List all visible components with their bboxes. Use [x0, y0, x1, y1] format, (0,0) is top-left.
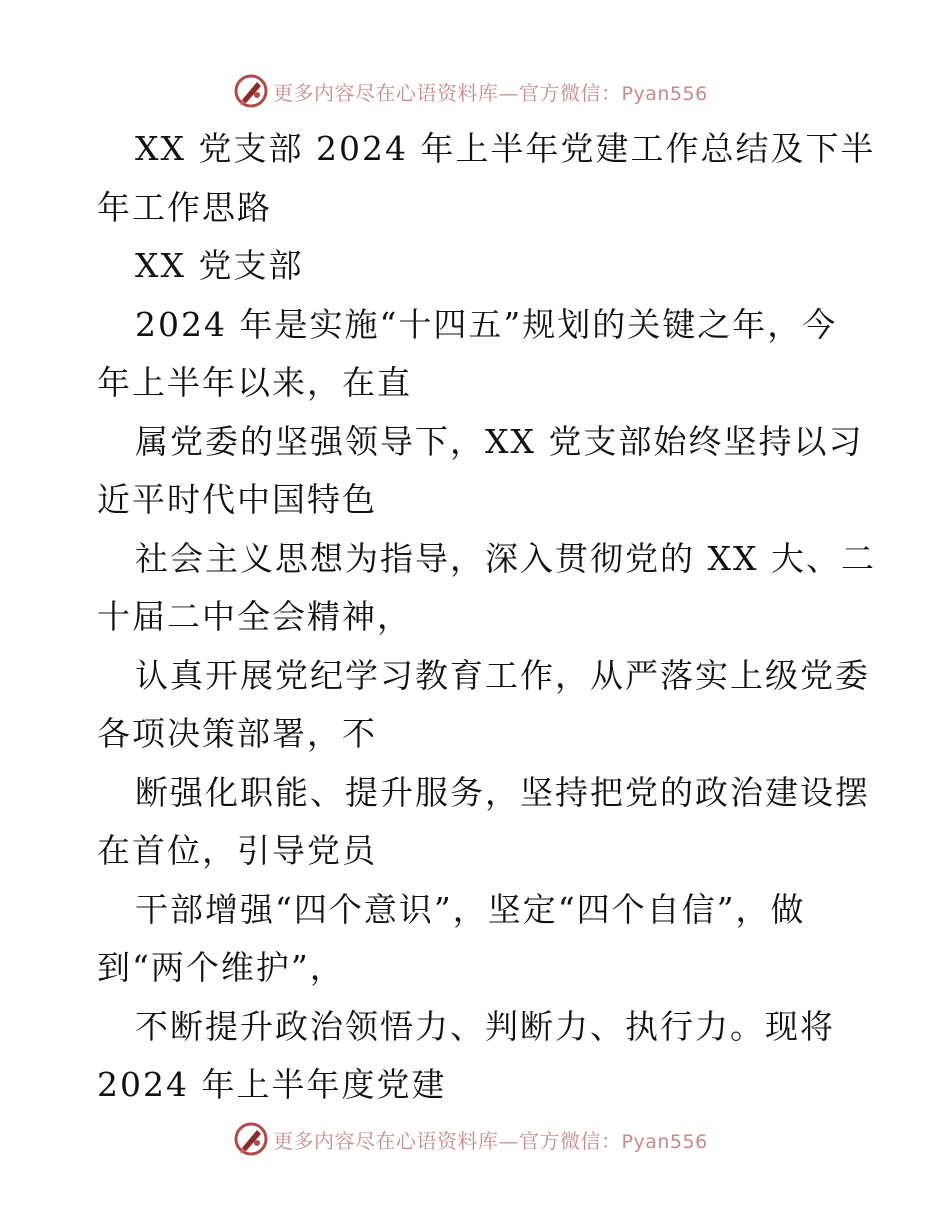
paragraph-line: 十届二中全会精神， [97, 597, 412, 636]
footer-wechat-id: Pyan556 [621, 1130, 708, 1153]
pen-logo-icon [233, 1121, 269, 1157]
paragraph-line: 不断提升政治领悟力、判断力、执行力。现将 [135, 1006, 835, 1046]
paragraph-line: 2024 年上半年度党建 [97, 1065, 447, 1104]
header-banner [233, 72, 713, 110]
paragraph-line: 社会主义思想为指导，深入贯彻党的 XX 大、二 [135, 538, 876, 578]
title-line-1: XX 党支部 2024 年上半年党建工作总结及下半 [135, 129, 876, 168]
paragraph-line: 各项决策部署，不 [97, 714, 377, 753]
paragraph-line: 在首位，引导党员 [97, 831, 377, 870]
footer-banner [233, 1120, 713, 1158]
paragraph-line: 属党委的坚强领导下，XX 党支部始终坚持以习 [135, 421, 864, 461]
header-banner-text: 更多内容尽在心语资料库—官方微信：Pyan556 [273, 80, 708, 105]
paragraph-line: 干部增强“四个意识”，坚定“四个自信”，做 [135, 889, 806, 929]
paragraph-line: 认真开展党纪学习教育工作，从严落实上级党委 [135, 655, 870, 695]
author-line: XX 党支部 [135, 246, 304, 285]
paragraph-line: 近平时代中国特色 [97, 480, 377, 519]
title-line-2: 年工作思路 [97, 187, 272, 227]
paragraph-line: 2024 年是实施“十四五”规划的关键之年，今 [135, 304, 838, 344]
paragraph-line: 断强化职能、提升服务，坚持把党的政治建设摆 [135, 772, 870, 812]
paragraph-line: 到“两个维护”， [97, 948, 345, 987]
paragraph-line: 年上半年以来，在直 [97, 363, 412, 402]
pen-logo-icon [233, 73, 269, 109]
header-wechat-id: Pyan556 [621, 82, 708, 105]
footer-banner-text: 更多内容尽在心语资料库—官方微信：Pyan556 [273, 1128, 708, 1153]
document-body [97, 120, 876, 1115]
